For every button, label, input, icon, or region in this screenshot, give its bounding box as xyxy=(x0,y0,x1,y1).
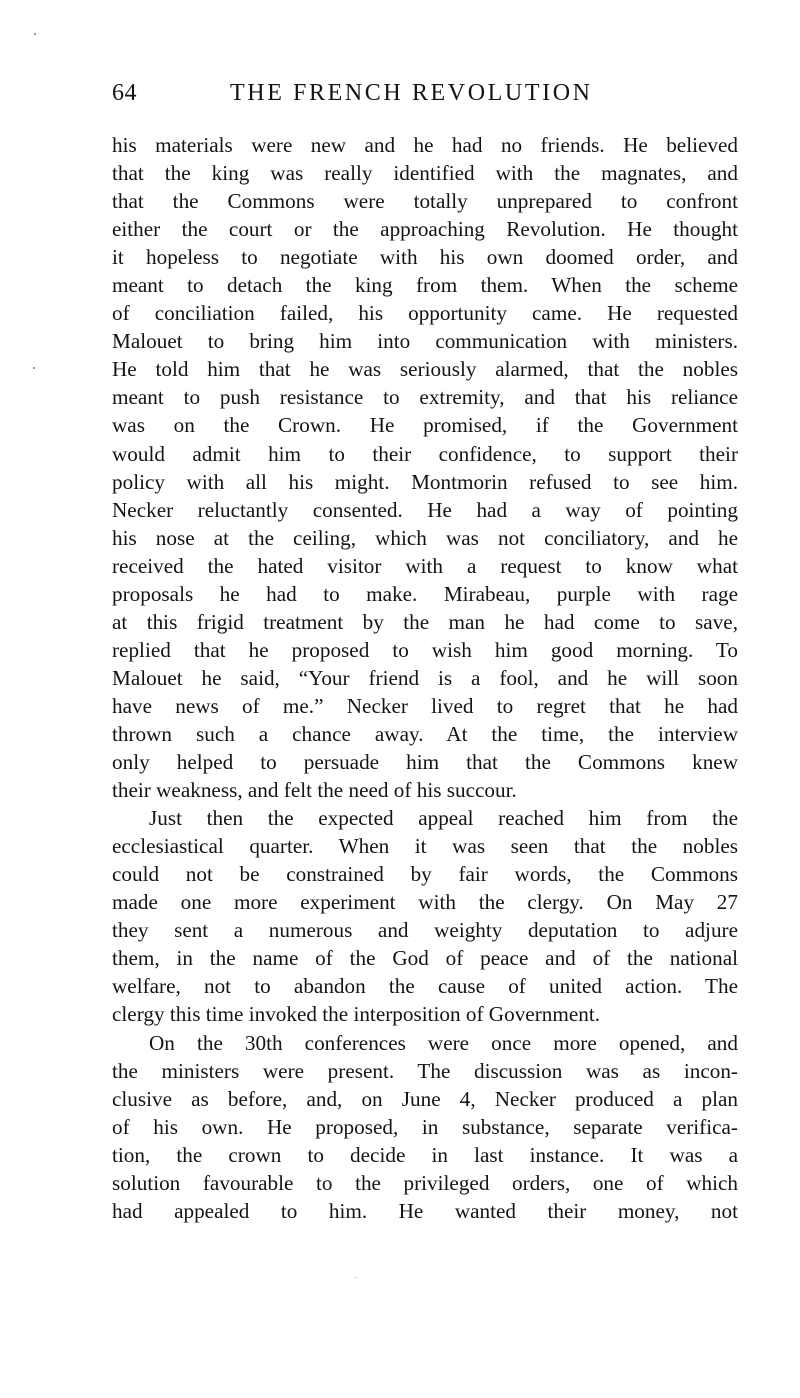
text-line: that the king was really identified with the magnates, and xyxy=(112,161,738,186)
scan-speck xyxy=(33,367,35,369)
text-line: that the Commons were totally unprepared to confront xyxy=(112,189,738,214)
text-line: his nose at the ceiling, which was not conciliatory, and he xyxy=(112,525,738,550)
running-title: THE FRENCH REVOLUTION xyxy=(230,80,593,106)
text-line: Malouet to bring him into communication with ministers. xyxy=(112,329,738,354)
text-line: could not be constrained by fair words, the Commons xyxy=(112,862,738,887)
text-line: Just then the expected appeal reached him from the xyxy=(149,806,738,831)
text-line: meant to push resistance to extremity, and that his reliance xyxy=(112,385,738,410)
scan-speck xyxy=(34,33,36,35)
text-line: of his own. He proposed, in substance, separate verifica- xyxy=(112,1114,738,1139)
text-line: made one more experiment with the clergy. On May 27 xyxy=(112,890,738,915)
text-line: solution favourable to the privileged orders, one of which xyxy=(112,1170,738,1195)
text-line: proposals he had to make. Mirabeau, purple with rage xyxy=(112,581,738,606)
text-line: the ministers were present. The discussion was as incon- xyxy=(112,1058,738,1083)
text-line: meant to detach the king from them. When the scheme xyxy=(112,273,738,298)
text-line: was on the Crown. He promised, if the Government xyxy=(112,413,738,438)
text-line: ecclesiastical quarter. When it was seen that the nobles xyxy=(112,834,738,859)
scan-speck xyxy=(355,1277,356,1278)
text-line: replied that he proposed to wish him good morning. To xyxy=(112,637,738,662)
text-line: would admit him to their confidence, to support their xyxy=(112,441,738,466)
text-line: received the hated visitor with a request to know what xyxy=(112,553,738,578)
text-line: either the court or the approaching Revolution. He thought xyxy=(112,217,738,242)
text-line: had appealed to him. He wanted their money, not xyxy=(112,1198,738,1223)
text-line: of conciliation failed, his opportunity came. He requested xyxy=(112,301,738,326)
text-line: clergy this time invoked the interposition of Government. xyxy=(112,1002,601,1027)
page-number: 64 xyxy=(112,80,137,106)
body-text xyxy=(112,131,738,1225)
page-header xyxy=(112,80,738,114)
text-line: Necker reluctantly consented. He had a way of pointing xyxy=(112,497,738,522)
text-line: Malouet he said, “Your friend is a fool, and he will soon xyxy=(112,665,738,690)
text-line: clusive as before, and, on June 4, Necker produced a plan xyxy=(112,1086,738,1111)
text-line: them, in the name of the God of peace and of the national xyxy=(112,946,738,971)
text-line: thrown such a chance away. At the time, the interview xyxy=(112,721,738,746)
text-line: they sent a numerous and weighty deputation to adjure xyxy=(112,918,738,943)
text-line: it hopeless to negotiate with his own doomed order, and xyxy=(112,245,738,270)
text-line: He told him that he was seriously alarmed, that the nobles xyxy=(112,357,738,382)
text-line: his materials were new and he had no friends. He believed xyxy=(112,133,738,157)
text-line: their weakness, and felt the need of his succour. xyxy=(112,778,517,803)
text-line: only helped to persuade him that the Commons knew xyxy=(112,750,738,775)
text-line: On the 30th conferences were once more opened, and xyxy=(149,1030,738,1055)
text-line: tion, the crown to decide in last instance. It was a xyxy=(112,1142,738,1167)
text-line: have news of me.” Necker lived to regret that he had xyxy=(112,693,738,718)
text-line: welfare, not to abandon the cause of united action. The xyxy=(112,974,738,999)
text-line: at this frigid treatment by the man he had come to save, xyxy=(112,609,738,634)
text-line: policy with all his might. Montmorin refused to see him. xyxy=(112,469,738,494)
